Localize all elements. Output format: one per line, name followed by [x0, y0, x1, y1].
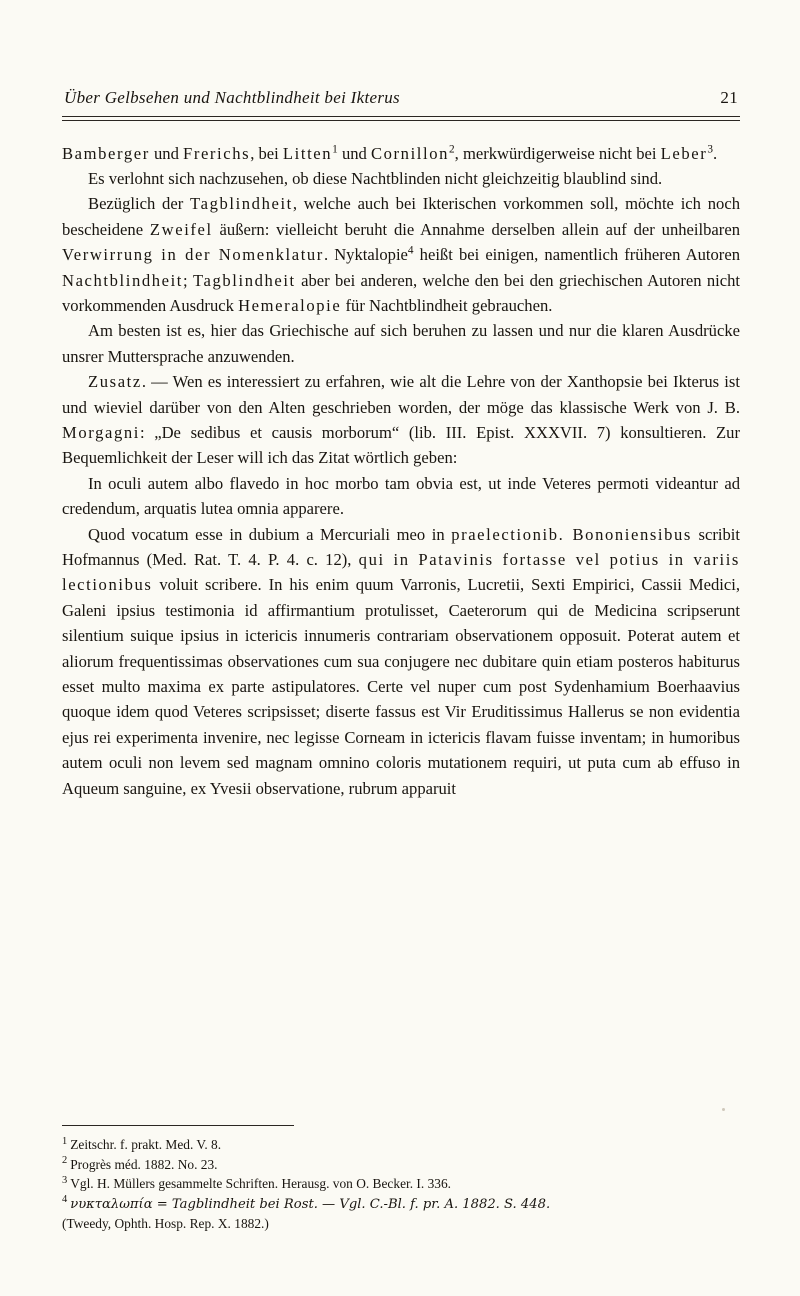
footnote-3 [62, 1174, 740, 1194]
running-head-title: Über Gelbsehen und Nachtblindheit bei Ikterus [64, 88, 400, 107]
footnote-rule [62, 1125, 294, 1126]
body-text [62, 141, 740, 802]
running-head [62, 88, 740, 116]
page-content [62, 88, 740, 801]
paragraph-4: Am besten ist es, hier das Griechische auf sich beruhen zu lassen und nur die klaren Ausdrücke unsrer Muttersprache anzuwenden. [62, 321, 740, 366]
footnote-text: νυκταλωπία = Tagblindheit bei Rost. — Vgl. C.-Bl. f. pr. A. 1882. S. 448. [70, 1196, 551, 1212]
footnote-continuation: (Tweedy, Ophth. Hosp. Rep. X. 1882.) [62, 1216, 269, 1232]
footnote-text: Zeitschr. f. prakt. Med. V. 8. [70, 1137, 222, 1152]
footnote-number: 1 [62, 1135, 68, 1147]
footnote-text: Progrès méd. 1882. No. 23. [70, 1156, 218, 1172]
paragraph-1: Bamberger und Frerichs, bei Litten$^1$ und Cornillon$^2$, merkwürdigerweise nicht bei Leber$^3$. [62, 142, 718, 163]
paragraph-6: In oculi autem albo flavedo in hoc morbo tam obvia est, ut inde Veteres permoti videantur ad credendum, arquatis lutea omnia apparere. [62, 473, 740, 519]
paragraph-2: Es verlohnt sich nachzusehen, ob diese Nachtblinden nicht gleichzeitig blaublind sind. [88, 168, 663, 188]
footnote-4 [62, 1194, 740, 1215]
footnote-text: Vgl. H. Müllers gesammelte Schriften. Herausg. von O. Becker. I. 336. [70, 1176, 452, 1192]
footnote-number: 2 [62, 1155, 68, 1167]
footnote-number: 4 [62, 1194, 68, 1206]
footnote-2 [62, 1155, 740, 1175]
page-number: 21 [720, 88, 738, 107]
footnote-1 [62, 1135, 740, 1155]
header-rule [62, 116, 740, 121]
footnotes [62, 1125, 740, 1234]
footnote-number: 3 [62, 1174, 68, 1186]
paragraph-7: Quod vocatum esse in dubium a Mercuriali meo in praelectionib. Bononiensibus scribit Hofmannus (Med. Rat. T. 4. P. 4. c. 12), qui in Patavinis fortasse vel potius in variis lectionibus voluit scribere. In his enim quum Varronis, Lucretii, Sexti Empirici, Cassii Medici, Galeni ipsius testimonia id affirmantium protulisset, Caeterorum qui de Medicina scripserunt silentium suique ipsius in ictericis innumeris contrariam observationem opposuit. Poterat autem et aliorum frequentissimas observationes cum sua conjugere nec dubitare quin etiam posteros habiturus esset multo maxima ex parte astipulatores. Certe vel nuper cum post Sydenhamium Boerhaavius quoque idem quod Veteres scripsisset; diserte fassus est Vir Eruditissimus Hallerus se non evidentia ejus rei experimenta invenire, nec legisse Corneam in ictericis flavam fuisse inventam; in humoribus autem oculi non levem sed magnam omnino coloris mutationem requiri, ut puta cum ab effuso in Aqueum sanguine, ex Yvesii observatione, rubrum apparuit [62, 524, 741, 798]
paragraph-5: Zusatz. — Wen es interessiert zu erfahren, wie alt die Lehre von der Xanthopsie bei Ikterus ist und wieviel darüber von den Alten geschrieben worden, der möge das klassische Werk von J. B. Morgagni: „De sedibus et causis morborum“ (lib. III. Epist. XXXVII. 7) konsultieren. Zur Bequemlichkeit der Leser will ich das Zitat wörtlich geben: [62, 372, 740, 468]
paper-speck [722, 1108, 725, 1111]
paragraph-3: Bezüglich der Tagblindheit, welche auch bei Ikterischen vorkommen soll, möchte ich noch bescheidene Zweifel äußern: vielleicht beruht die Annahme derselben allein auf der unheilbaren Verwirrung in der Nomenklatur. Nyktalopie$^4$ heißt bei einigen, namentlich früheren Autoren Nachtblindheit; Tagblindheit aber bei anderen, welche den bei den griechischen Autoren nicht vorkommenden Ausdruck Hemeralopie für Nachtblindheit gebrauchen. [62, 194, 741, 315]
